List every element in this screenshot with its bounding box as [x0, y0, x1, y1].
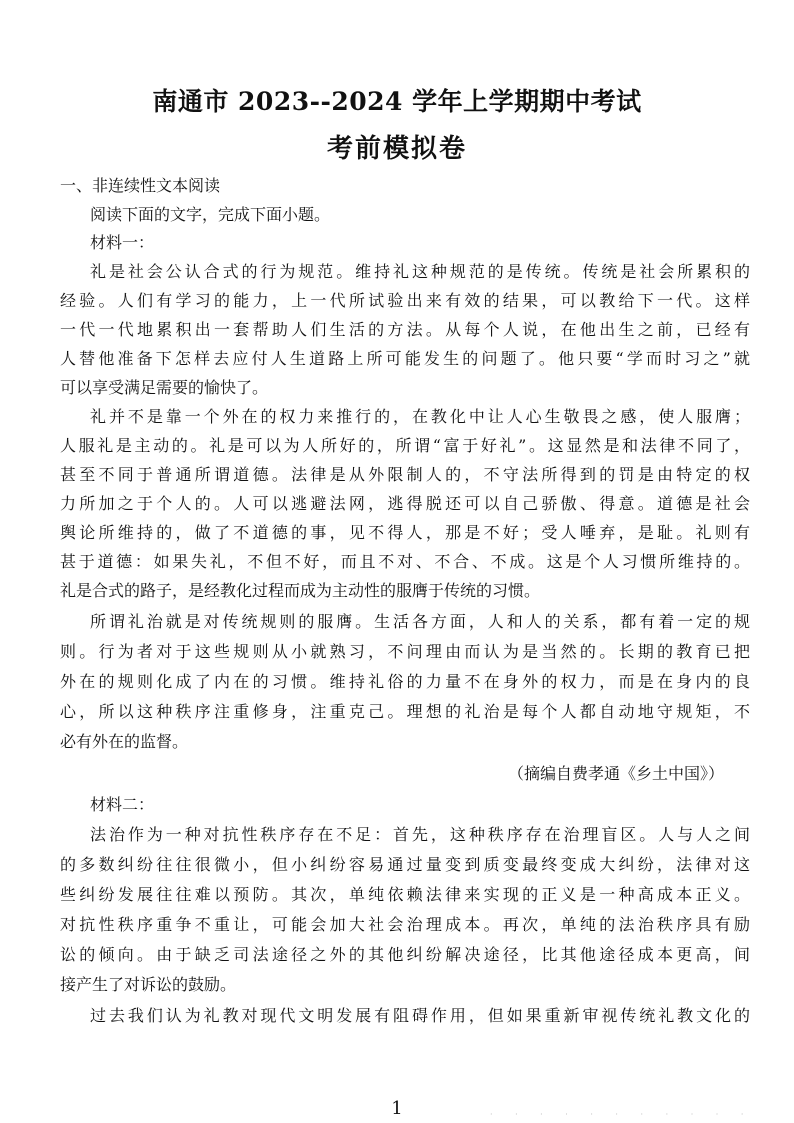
paragraph-line: 必有外在的监督。 [60, 732, 189, 751]
paragraph-line: 经验。人们有学习的能力，上一代所试验出来有效的结果，可以教给下一代。这样 [60, 291, 750, 310]
page-number: 1 [391, 1098, 403, 1119]
paragraph-line: 心，所以这种秩序注重修身，注重克己。理想的礼治是每个人都自动地守规矩，不 [60, 702, 750, 721]
paragraph-line: 礼是合式的路子，是经教化过程而成为主动性的服膺于传统的习惯。 [60, 581, 541, 600]
paragraph-line: 甚至不同于普通所谓道德。法律是从外限制人的，不守法所得到的罚是由特定的权 [60, 465, 750, 484]
paragraph-line: 则。行为者对于这些规则从小就熟习，不问理由而认为是当然的。长期的教育已把 [60, 642, 750, 661]
footer-dots-decoration: · · · · · · · · · · · [490, 1110, 754, 1119]
paragraph-line: 外在的规则化成了内在的习惯。维持礼俗的力量不在身外的权力，而是在身内的良 [60, 672, 750, 691]
paragraph-line: 对抗性秩序重争不重让，可能会加大社会治理成本。再次，单纯的法治秩序具有励 [60, 915, 750, 934]
paragraph-line: 法治作为一种对抗性秩序存在不足：首先，这种秩序存在治理盲区。人与人之间 [90, 825, 750, 844]
material1-label: 材料一： [90, 233, 155, 252]
paragraph-line: 些纠纷发展往往难以预防。其次，单纯依赖法律来实现的正义是一种高成本正义。 [60, 885, 750, 904]
paragraph-line: 礼并不是靠一个外在的权力来推行的，在教化中让人心生敬畏之感，使人服膺； [90, 407, 750, 426]
instruction-text: 阅读下面的文字，完成下面小题。 [90, 205, 331, 224]
paragraph-line: 的多数纠纷往往很微小，但小纠纷容易通过量变到质变最终变成大纠纷，法律对这 [60, 855, 750, 874]
paragraph-line: 力所加之于个人的。人可以逃避法网，逃得脱还可以自己骄傲、得意。道德是社会 [60, 494, 750, 513]
citation: （摘编自费孝通《乡土中国》） [507, 764, 724, 783]
page-subtitle: 考前模拟卷 [326, 134, 467, 164]
paragraph-line: 甚于道德：如果失礼，不但不好，而且不对、不合、不成。这是个人习惯所维持的。 [60, 552, 750, 571]
paragraph-line: 人替他准备下怎样去应付人生道路上所可能发生的问题了。他只要“学而时习之”就 [60, 349, 750, 368]
paragraph-line: 一代一代地累积出一套帮助人们生活的方法。从每个人说，在他出生之前，已经有 [60, 320, 750, 339]
paragraph-line: 舆论所维持的，做了不道德的事，见不得人，那是不好；受人唾弃，是耻。礼则有 [60, 523, 750, 542]
paragraph-line: 过去我们认为礼教对现代文明发展有阻碍作用，但如果重新审视传统礼教文化的 [90, 1006, 750, 1025]
section-heading: 一、非连续性文本阅读 [60, 176, 221, 195]
paragraph-line: 可以享受满足需要的愉快了。 [60, 378, 269, 397]
page-title: 南通市 2023--2024 学年上学期期中考试 [152, 87, 642, 116]
paragraph-line: 讼的倾向。由于缺乏司法途径之外的其他纠纷解决途径，比其他途径成本更高，间 [60, 945, 750, 964]
paragraph-line: 礼是社会公认合式的行为规范。维持礼这种规范的是传统。传统是社会所累积的 [90, 262, 750, 281]
material2-label: 材料二： [90, 795, 155, 814]
paragraph-line: 人服礼是主动的。礼是可以为人所好的，所谓“富于好礼”。这显然是和法律不同了， [60, 436, 750, 455]
paragraph-line: 所谓礼治就是对传统规则的服膺。生活各方面，人和人的关系，都有着一定的规 [90, 612, 750, 631]
paragraph-line: 接产生了对诉讼的鼓励。 [60, 975, 237, 994]
